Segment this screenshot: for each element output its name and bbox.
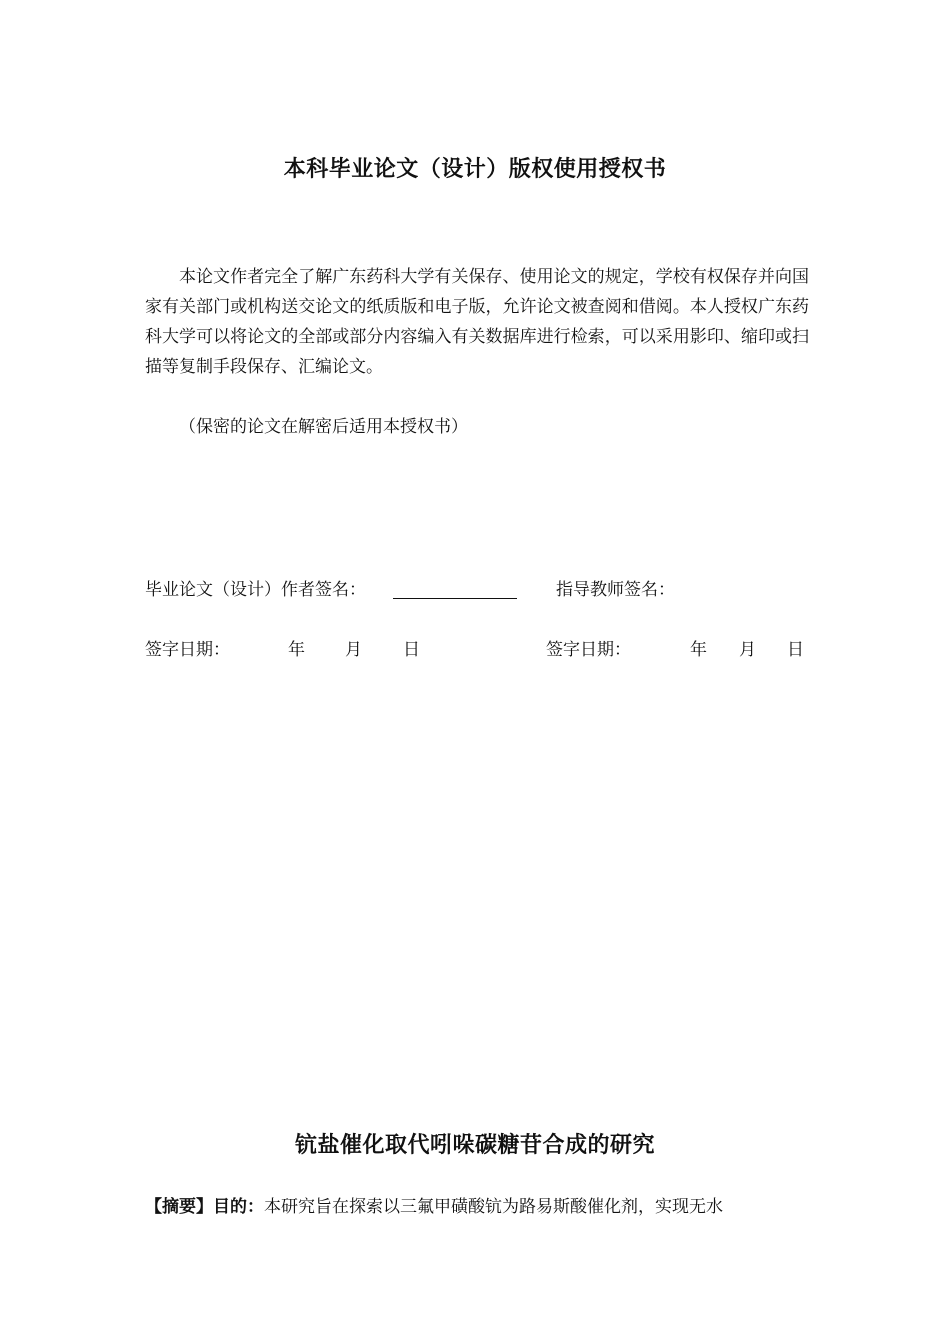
authorization-paragraph: 本论文作者完全了解广东药科大学有关保存、使用论文的规定，学校有权保存并向国家有关部门或机构送交论文的纸质版和电子版，允许论文被查阅和借阅。本人授权广东药科大学可以将论文的全部或部分内容编入有关数据库进行检索，可以采用影印、缩印或扫描等复制手段保存、汇编论文。 — [145, 267, 809, 377]
advisor-date-day: 日 — [787, 640, 804, 660]
confidential-note: （保密的论文在解密后适用本授权书） — [179, 417, 468, 437]
thesis-title: 钪盐催化取代吲哚碳糖苷合成的研究 — [294, 1133, 655, 1158]
abstract-tag: 【摘要】 — [145, 1197, 213, 1217]
advisor-date-month: 月 — [739, 640, 756, 660]
author-date-day: 日 — [403, 640, 420, 660]
author-signature-line — [393, 598, 517, 599]
abstract-line — [145, 1194, 825, 1220]
abstract-text: 本研究旨在探索以三氟甲磺酸钪为路易斯酸催化剂，实现无水 — [264, 1197, 723, 1217]
advisor-date-label: 签字日期： — [546, 640, 631, 660]
author-date-month: 月 — [345, 640, 362, 660]
authorization-title: 本科毕业论文（设计）版权使用授权书 — [283, 157, 667, 182]
author-date-label: 签字日期： — [145, 640, 230, 660]
objective-label: 目的： — [213, 1197, 264, 1217]
advisor-signature-label: 指导教师签名： — [556, 580, 675, 600]
author-signature-label: 毕业论文（设计）作者签名： — [145, 580, 366, 600]
author-date-year: 年 — [288, 640, 305, 660]
advisor-date-year: 年 — [690, 640, 707, 660]
